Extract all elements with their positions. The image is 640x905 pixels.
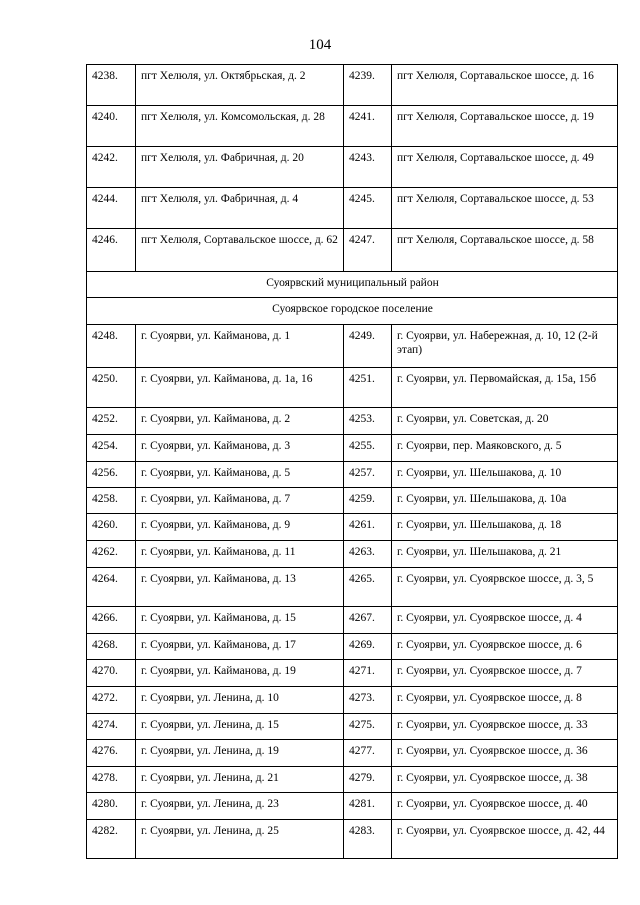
row-number: 4276.: [87, 740, 136, 767]
row-number: 4240.: [87, 106, 136, 147]
address-cell: г. Суоярви, ул. Набережная, д. 10, 12 (2-й этап): [392, 325, 618, 368]
table-row: [87, 660, 618, 687]
address-cell: г. Суоярви, ул. Кайманова, д. 13: [136, 568, 344, 607]
table-row: [87, 687, 618, 714]
row-number: 4274.: [87, 714, 136, 740]
row-number: 4279.: [344, 767, 392, 793]
row-number: 4275.: [344, 714, 392, 740]
address-cell: пгт Хелюля, Сортавальское шоссе, д. 62: [136, 229, 344, 272]
address-cell: пгт Хелюля, Сортавальское шоссе, д. 19: [392, 106, 618, 147]
row-number: 4281.: [344, 793, 392, 820]
address-cell: г. Суоярви, ул. Суоярвское шоссе, д. 36: [392, 740, 618, 767]
row-number: 4268.: [87, 634, 136, 660]
address-cell: пгт Хелюля, Сортавальское шоссе, д. 49: [392, 147, 618, 188]
row-number: 4254.: [87, 435, 136, 462]
page-number: 104: [308, 37, 332, 53]
row-number: 4264.: [87, 568, 136, 607]
row-number: 4243.: [344, 147, 392, 188]
row-number: 4257.: [344, 462, 392, 488]
table-row: [87, 714, 618, 740]
address-cell: г. Суоярви, ул. Ленина, д. 25: [136, 820, 344, 859]
address-cell: г. Суоярви, ул. Кайманова, д. 3: [136, 435, 344, 462]
address-cell: пгт Хелюля, ул. Комсомольская, д. 28: [136, 106, 344, 147]
row-number: 4256.: [87, 462, 136, 488]
address-cell: г. Суоярви, ул. Суоярвское шоссе, д. 38: [392, 767, 618, 793]
row-number: 4271.: [344, 660, 392, 687]
row-number: 4266.: [87, 607, 136, 634]
table-row: [87, 767, 618, 793]
subsection-heading-row: [87, 298, 618, 325]
row-number: 4260.: [87, 514, 136, 541]
address-cell: пгт Хелюля, ул. Фабричная, д. 4: [136, 188, 344, 229]
row-number: 4259.: [344, 488, 392, 514]
address-cell: г. Суоярви, ул. Кайманова, д. 11: [136, 541, 344, 568]
table-row: [87, 793, 618, 820]
row-number: 4244.: [87, 188, 136, 229]
row-number: 4251.: [344, 368, 392, 408]
address-cell: г. Суоярви, ул. Кайманова, д. 1а, 16: [136, 368, 344, 408]
table-row: [87, 408, 618, 435]
address-cell: г. Суоярви, ул. Суоярвское шоссе, д. 6: [392, 634, 618, 660]
section-heading-row: [87, 272, 618, 298]
address-cell: пгт Хелюля, ул. Фабричная, д. 20: [136, 147, 344, 188]
row-number: 4238.: [87, 65, 136, 106]
table-row: [87, 435, 618, 462]
row-number: 4273.: [344, 687, 392, 714]
row-number: 4262.: [87, 541, 136, 568]
address-cell: г. Суоярви, ул. Шельшакова, д. 10: [392, 462, 618, 488]
address-table: [86, 64, 618, 859]
address-cell: г. Суоярви, ул. Суоярвское шоссе, д. 42, 44: [392, 820, 618, 859]
table-row: [87, 568, 618, 607]
row-number: 4277.: [344, 740, 392, 767]
table-row: [87, 514, 618, 541]
address-cell: г. Суоярви, ул. Ленина, д. 10: [136, 687, 344, 714]
address-cell: г. Суоярви, ул. Ленина, д. 23: [136, 793, 344, 820]
row-number: 4248.: [87, 325, 136, 368]
row-number: 4247.: [344, 229, 392, 272]
row-number: 4278.: [87, 767, 136, 793]
row-number: 4280.: [87, 793, 136, 820]
row-number: 4263.: [344, 541, 392, 568]
row-number: 4270.: [87, 660, 136, 687]
table-row: [87, 368, 618, 408]
address-cell: г. Суоярви, ул. Суоярвское шоссе, д. 3, 5: [392, 568, 618, 607]
address-cell: г. Суоярви, ул. Кайманова, д. 17: [136, 634, 344, 660]
address-cell: пгт Хелюля, ул. Октябрьская, д. 2: [136, 65, 344, 106]
address-cell: г. Суоярви, ул. Кайманова, д. 7: [136, 488, 344, 514]
table-row: [87, 820, 618, 859]
address-cell: г. Суоярви, ул. Суоярвское шоссе, д. 8: [392, 687, 618, 714]
address-cell: г. Суоярви, ул. Советская, д. 20: [392, 408, 618, 435]
row-number: 4255.: [344, 435, 392, 462]
table-row: [87, 65, 618, 106]
address-cell: г. Суоярви, ул. Кайманова, д. 15: [136, 607, 344, 634]
address-cell: г. Суоярви, ул. Шельшакова, д. 21: [392, 541, 618, 568]
address-cell: г. Суоярви, ул. Суоярвское шоссе, д. 4: [392, 607, 618, 634]
table-row: [87, 607, 618, 634]
address-cell: г. Суоярви, ул. Шельшакова, д. 10а: [392, 488, 618, 514]
row-number: 4261.: [344, 514, 392, 541]
address-cell: г. Суоярви, ул. Суоярвское шоссе, д. 40: [392, 793, 618, 820]
address-cell: пгт Хелюля, Сортавальское шоссе, д. 16: [392, 65, 618, 106]
address-cell: г. Суоярви, ул. Кайманова, д. 9: [136, 514, 344, 541]
row-number: 4282.: [87, 820, 136, 859]
row-number: 4242.: [87, 147, 136, 188]
table-row: [87, 106, 618, 147]
table-row: [87, 229, 618, 272]
row-number: 4252.: [87, 408, 136, 435]
row-number: 4267.: [344, 607, 392, 634]
address-cell: г. Суоярви, ул. Суоярвское шоссе, д. 33: [392, 714, 618, 740]
address-cell: г. Суоярви, ул. Первомайская, д. 15а, 15б: [392, 368, 618, 408]
row-number: 4246.: [87, 229, 136, 272]
address-cell: г. Суоярви, ул. Ленина, д. 21: [136, 767, 344, 793]
address-cell: пгт Хелюля, Сортавальское шоссе, д. 53: [392, 188, 618, 229]
row-number: 4249.: [344, 325, 392, 368]
address-cell: г. Суоярви, ул. Кайманова, д. 5: [136, 462, 344, 488]
address-cell: г. Суоярви, ул. Кайманова, д. 1: [136, 325, 344, 368]
row-number: 4239.: [344, 65, 392, 106]
address-cell: г. Суоярви, ул. Кайманова, д. 2: [136, 408, 344, 435]
subsection-heading: Суоярвское городское поселение: [87, 298, 618, 325]
row-number: 4253.: [344, 408, 392, 435]
table-row: [87, 740, 618, 767]
row-number: 4241.: [344, 106, 392, 147]
address-cell: г. Суоярви, ул. Шельшакова, д. 18: [392, 514, 618, 541]
row-number: 4265.: [344, 568, 392, 607]
table-row: [87, 147, 618, 188]
table-row: [87, 488, 618, 514]
row-number: 4283.: [344, 820, 392, 859]
row-number: 4258.: [87, 488, 136, 514]
table-row: [87, 188, 618, 229]
address-table-body: [87, 65, 618, 859]
table-row: [87, 634, 618, 660]
address-cell: г. Суоярви, ул. Кайманова, д. 19: [136, 660, 344, 687]
address-cell: г. Суоярви, ул. Ленина, д. 15: [136, 714, 344, 740]
row-number: 4269.: [344, 634, 392, 660]
table-row: [87, 325, 618, 368]
address-cell: г. Суоярви, ул. Суоярвское шоссе, д. 7: [392, 660, 618, 687]
row-number: 4245.: [344, 188, 392, 229]
section-heading: Суоярвский муниципальный район: [87, 272, 618, 298]
address-cell: пгт Хелюля, Сортавальское шоссе, д. 58: [392, 229, 618, 272]
row-number: 4272.: [87, 687, 136, 714]
table-row: [87, 462, 618, 488]
address-cell: г. Суоярви, ул. Ленина, д. 19: [136, 740, 344, 767]
row-number: 4250.: [87, 368, 136, 408]
address-cell: г. Суоярви, пер. Маяковского, д. 5: [392, 435, 618, 462]
table-row: [87, 541, 618, 568]
